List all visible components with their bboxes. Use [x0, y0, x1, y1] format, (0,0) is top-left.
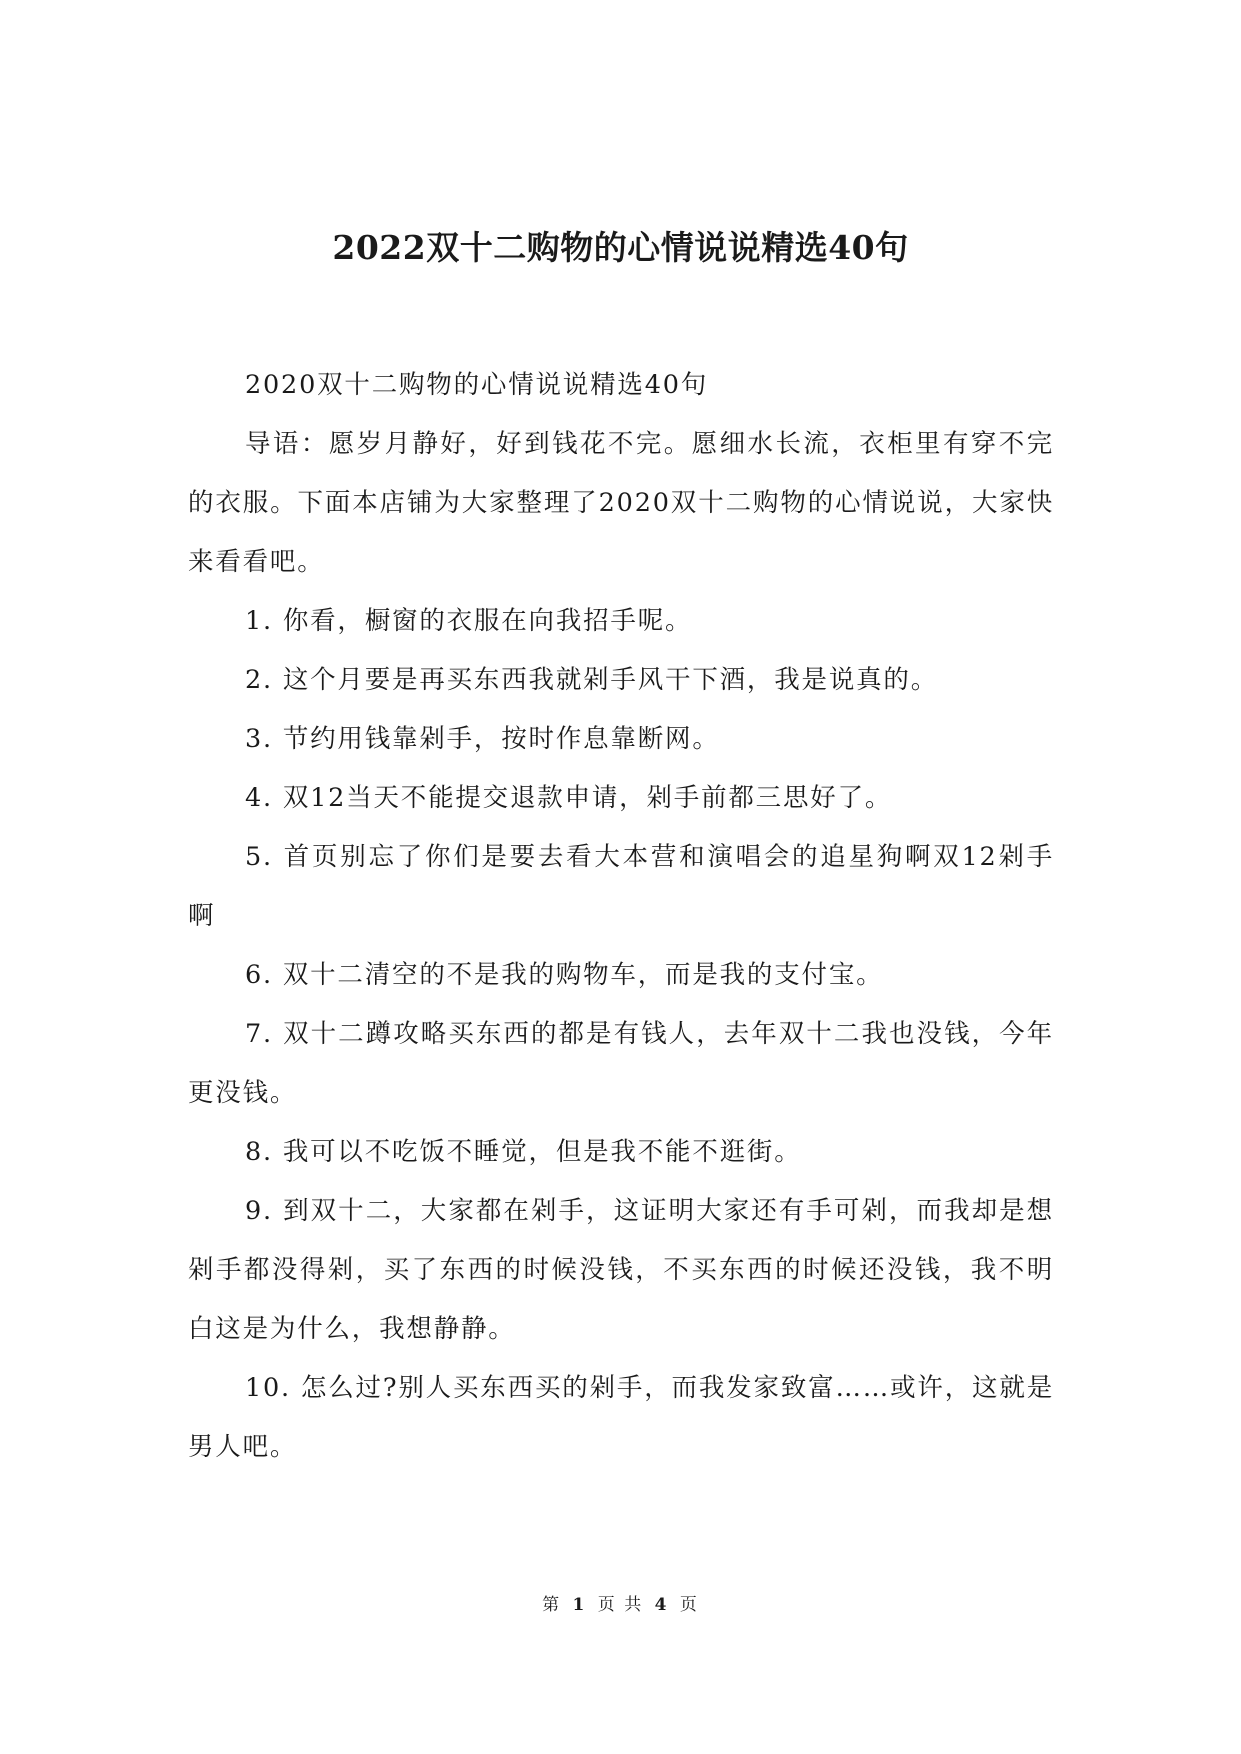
list-item: 4. 双12当天不能提交退款申请，剁手前都三思好了。: [245, 783, 893, 813]
list-item: 8. 我可以不吃饭不睡觉，但是我不能不逛街。: [245, 1137, 802, 1167]
list-item: 9. 到双十二，大家都在剁手，这证明大家还有手可剁，而我却是想剁手都没得剁，买了东西的时候没钱，不买东西的时候还没钱，我不明白这是为什么，我想静静。: [188, 1196, 1054, 1344]
document-title: 2022双十二购物的心情说说精选40句: [332, 228, 909, 267]
footer-middle: 页 共: [597, 1595, 644, 1615]
footer-total-pages: 4: [654, 1595, 669, 1615]
list-item: 5. 首页别忘了你们是要去看大本营和演唱会的追星狗啊双12剁手啊: [188, 842, 1054, 931]
list-item: 10. 怎么过?别人买东西买的剁手，而我发家致富……或许，这就是男人吧。: [188, 1373, 1054, 1462]
list-item: 7. 双十二蹲攻略买东西的都是有钱人，去年双十二我也没钱，今年更没钱。: [188, 1019, 1054, 1108]
list-item: 1. 你看，橱窗的衣服在向我招手呢。: [245, 606, 693, 636]
footer-current-page: 1: [572, 1595, 587, 1615]
document-body: [188, 356, 1054, 1477]
page-footer: [0, 1590, 1241, 1615]
footer-prefix: 第: [542, 1595, 562, 1615]
footer-suffix: 页: [679, 1595, 699, 1615]
list-item: 6. 双十二清空的不是我的购物车，而是我的支付宝。: [245, 960, 884, 990]
list-item: 3. 节约用钱靠剁手，按时作息靠断网。: [245, 724, 720, 754]
intro-paragraph: 导语：愿岁月静好，好到钱花不完。愿细水长流，衣柜里有穿不完的衣服。下面本店铺为大家整理了2020双十二购物的心情说说，大家快来看看吧。: [188, 429, 1054, 577]
list-item: 2. 这个月要是再买东西我就剁手风干下酒，我是说真的。: [245, 665, 939, 695]
subtitle-paragraph: 2020双十二购物的心情说说精选40句: [245, 370, 709, 400]
